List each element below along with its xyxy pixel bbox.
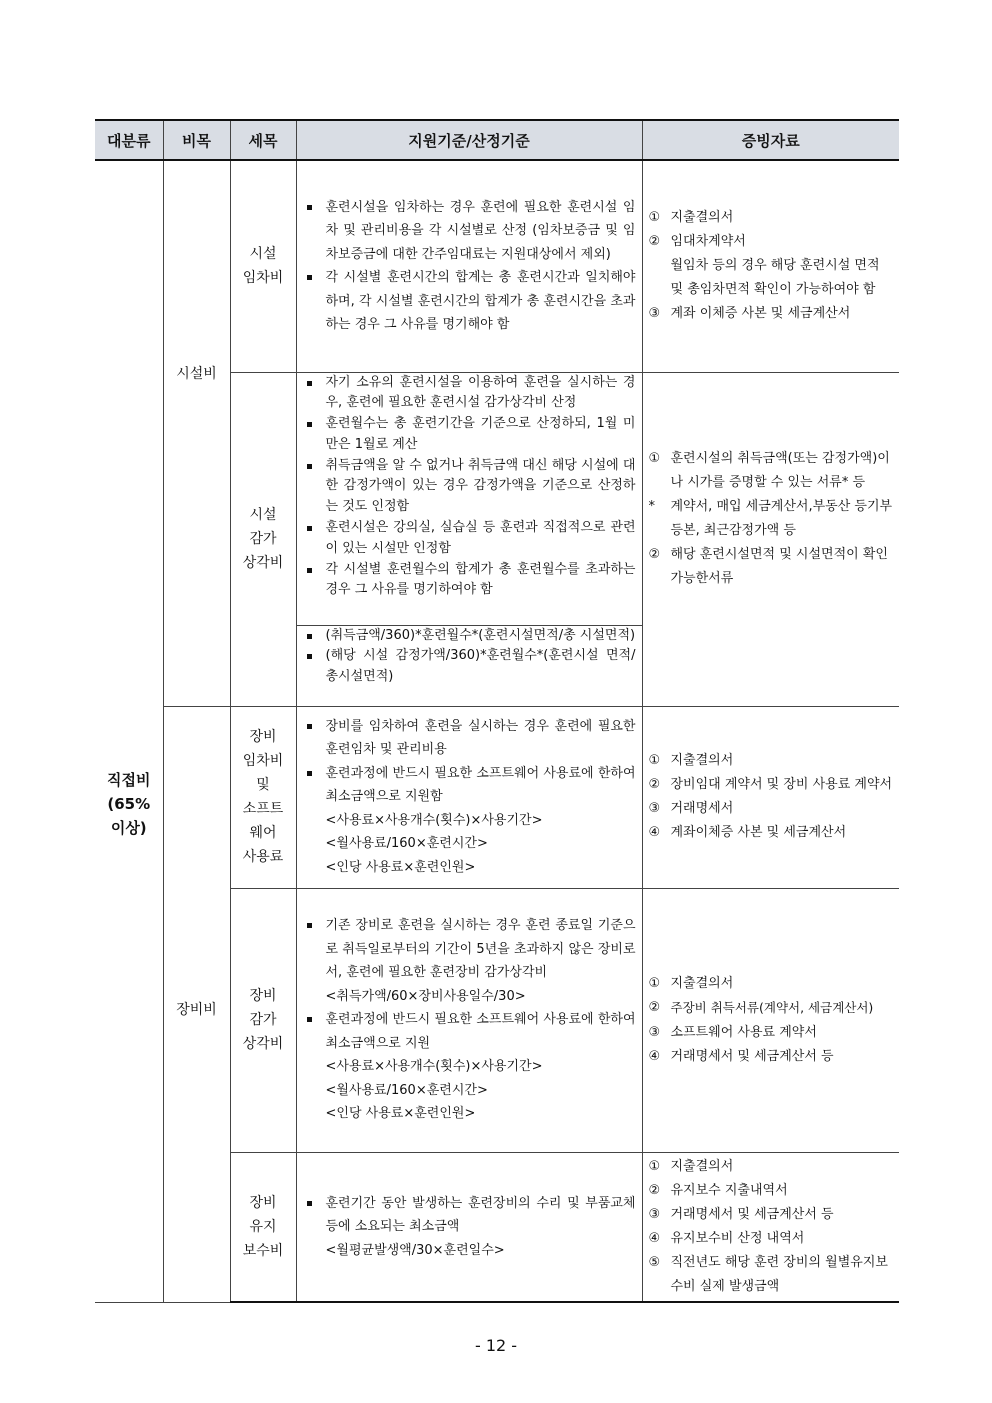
evidence-item: ② 임대차계약서 [648, 234, 746, 250]
criteria-bullet: 장비를 임차하여 훈련을 실시하는 경우 훈련에 필요한 훈련임차 및 관리비용 [303, 715, 636, 762]
sub-item-equipment-rent [230, 706, 296, 888]
category-line-2: (65% [107, 794, 151, 813]
criteria-equipment-maintenance [296, 1152, 642, 1302]
item-line: 웨어 [249, 825, 277, 841]
formula-line: <인당 사용료×훈련인원> [325, 1106, 476, 1122]
evidence-item: ④ 유지보수비 산정 내역서 [648, 1230, 805, 1246]
evidence-equipment-maintenance [642, 1152, 899, 1302]
criteria-bullet: 훈련시설은 강의실, 실습실 등 훈련과 직접적으로 관련이 있는 시설만 인정함 [303, 518, 636, 560]
item-line: 시설 [249, 246, 277, 263]
criteria-bullet: 훈련기간 동안 발생하는 훈련장비의 수리 및 부품교체 등에 소요되는 최소금액 [303, 1192, 636, 1239]
evidence-item: ② 주장비 취득서류(계약서, 세금계산서) [648, 999, 874, 1015]
criteria-bullet: 각 시설별 훈련월수의 합계가 총 훈련월수를 초과하는 경우 그 사유를 명기하여야 함 [303, 560, 636, 602]
formula-line: <취득가액/60×장비사용일수/30> [325, 988, 526, 1004]
category-line-1: 직접비 [107, 770, 151, 789]
sub-item-equipment-depreciation [230, 888, 296, 1152]
criteria-facility-depreciation [296, 372, 642, 706]
header-budget-item: 비목 [163, 120, 230, 160]
evidence-item: ① 지출결의서 [648, 753, 734, 768]
sub-item-equipment-maintenance [230, 1152, 296, 1302]
evidence-item: * 계약서, 매입 세금계산서,부동산 등기부등본, 최근감정가액 등 [648, 499, 893, 538]
criteria-bullet: 기존 장비로 훈련을 실시하는 경우 훈련 종료일 기준으로 취득일로부터의 기간이 5년을 초과하지 않은 장비로서, 훈련에 필요한 훈련장비 감가상각비 [303, 914, 636, 985]
evidence-item: ③ 거래명세서 [648, 801, 734, 816]
criteria-equipment-rent [296, 706, 642, 888]
evidence-facility-rent [642, 160, 899, 372]
evidence-item: ④ 거래명세서 및 세금계산서 등 [648, 1048, 834, 1064]
item-line: 장비 [249, 1194, 277, 1211]
formula-line: <월사용료/160×훈련시간> [325, 1082, 488, 1098]
item-line: 시설 [249, 507, 277, 523]
evidence-item: ② 해당 훈련시설면적 및 시설면적이 확인 가능한서류 [648, 547, 888, 586]
evidence-equipment-depreciation [642, 888, 899, 1152]
item-line: 및 [256, 777, 270, 793]
evidence-item: ① 훈련시설의 취득금액(또는 감정가액)이나 시가를 증명할 수 있는 서류* 등 [648, 451, 890, 490]
header-category: 대분류 [95, 120, 163, 160]
formula-line: <인당 사용료×훈련인원> [325, 859, 476, 875]
item-line: 상각비 [242, 1036, 284, 1052]
header-sub-item: 세목 [230, 120, 296, 160]
formula-line: <월평균발생액/30×훈련일수> [325, 1242, 505, 1258]
evidence-item: ① 지출결의서 [648, 1158, 734, 1174]
evidence-equipment-rent [642, 706, 899, 888]
evidence-item: ② 유지보수 지출내역서 [648, 1182, 788, 1198]
item-line: 감가 [249, 1012, 277, 1028]
criteria-bullet: 훈련과정에 반드시 필요한 소프트웨어 사용료에 한하여 최소금액으로 지원함 [303, 762, 636, 809]
evidence-item: 월임차 등의 경우 해당 훈련시설 면적 및 총임차면적 확인이 가능하여야 함 [670, 258, 880, 298]
formula-line: <월사용료/160×훈련시간> [325, 836, 488, 852]
item-line: 보수비 [242, 1242, 284, 1259]
row-facility-rent [95, 160, 899, 372]
header-criteria: 지원기준/산정기준 [296, 120, 642, 160]
formula-line: <사용료×사용개수(횟수)×사용기간> [325, 812, 543, 828]
evidence-item: ④ 계좌이체증 사본 및 세금계산서 [648, 825, 847, 840]
criteria-bullet: 각 시설별 훈련시간의 합계는 총 훈련시간과 일치해야 하며, 각 시설별 훈련시간의 합계가 총 훈련시간을 초과하는 경우 그 사유를 명기해야 함 [303, 266, 636, 337]
item-line: 장비 [249, 729, 277, 745]
item-line: 사용료 [242, 849, 284, 865]
facility-label: 시설비 [176, 366, 217, 383]
budget-item-facility [163, 160, 230, 706]
item-line: 소프트 [242, 801, 284, 817]
evidence-item: ① 지출결의서 [648, 975, 734, 991]
item-line: 상각비 [242, 555, 284, 571]
evidence-item: ① 지출결의서 [648, 210, 734, 226]
formula-bullet: (해당 시설 감정가액/360)*훈련월수*(훈련시설 면적/ 총시설면적) [303, 646, 636, 688]
sub-item-facility-rent [230, 160, 296, 372]
item-line: 임차비 [242, 753, 284, 769]
formula-line: <사용료×사용개수(횟수)×사용기간> [325, 1059, 543, 1075]
budget-item-equipment [163, 706, 230, 1302]
evidence-item: ③ 소프트웨어 사용료 계약서 [648, 1024, 817, 1040]
category-line-3: 이상) [110, 818, 147, 837]
cost-criteria-table [95, 119, 899, 1303]
criteria-bullet: 훈련월수는 총 훈련기간을 기준으로 산정하되, 1월 미만은 1월로 계산 [303, 414, 636, 456]
evidence-item: ⑤ 직전년도 해당 훈련 장비의 월별유지보수비 실제 발생금액 [648, 1254, 888, 1294]
row-equipment-rent [95, 706, 899, 888]
criteria-bullet: 취득금액을 알 수 없거나 취득금액 대신 해당 시설에 대한 감정가액이 있는 경우 감정가액을 기준으로 산정하는 것도 인정함 [303, 456, 636, 518]
formula-bullet: (취득금액/360)*훈련월수*(훈련시설면적/총 시설면적) [303, 626, 636, 647]
item-line: 유지 [249, 1218, 277, 1235]
page-number: - 12 - [474, 1336, 518, 1355]
item-line: 감가 [249, 531, 277, 547]
evidence-facility-depreciation [642, 372, 899, 706]
item-line: 임차비 [242, 270, 284, 287]
criteria-facility-rent [296, 160, 642, 372]
criteria-bullet: 자기 소유의 훈련시설을 이용하여 훈련을 실시하는 경우, 훈련에 필요한 훈련시설 감가상각비 산정 [303, 373, 636, 415]
category-direct-cost [95, 160, 163, 1302]
criteria-bullet: 훈련과정에 반드시 필요한 소프트웨어 사용료에 한하여 최소금액으로 지원 [303, 1008, 636, 1055]
header-row [95, 120, 899, 160]
evidence-item: ③ 거래명세서 및 세금계산서 등 [648, 1206, 834, 1222]
evidence-item: ② 장비임대 계약서 및 장비 사용료 계약서 [648, 777, 893, 792]
criteria-equipment-depreciation [296, 888, 642, 1152]
item-line: 장비 [249, 988, 277, 1004]
equipment-label: 장비비 [176, 1002, 217, 1018]
sub-item-facility-depreciation [230, 372, 296, 706]
criteria-bullet: 훈련시설을 임차하는 경우 훈련에 필요한 훈련시설 임차 및 관리비용을 각 시설별로 산정 (임차보증금 및 임차보증금에 대한 간주임대료는 지원대상에서 제외) [303, 196, 636, 267]
header-evidence: 증빙자료 [642, 120, 899, 160]
evidence-item: ③ 계좌 이체증 사본 및 세금계산서 [648, 306, 851, 322]
